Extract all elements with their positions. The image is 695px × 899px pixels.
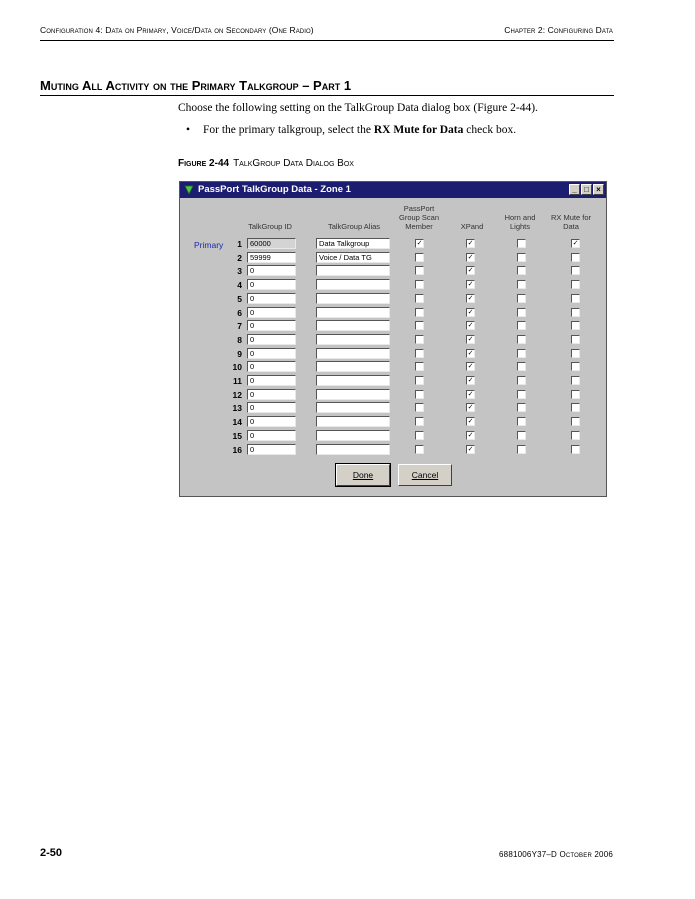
horn-lights-checkbox[interactable] (517, 362, 526, 371)
page-number: 2-50 (40, 847, 63, 859)
col-header-xpand: XPand (460, 222, 484, 231)
horn-lights-checkbox[interactable] (517, 321, 526, 330)
rx-mute-checkbox[interactable] (571, 321, 580, 330)
talkgroup-alias-input[interactable] (316, 307, 390, 318)
bullet-suffix: check box. (466, 124, 517, 136)
talkgroup-alias-input[interactable] (316, 320, 390, 331)
scan-member-checkbox[interactable] (415, 445, 424, 454)
col-header-tgid: TalkGroup ID (248, 222, 292, 231)
xpand-checkbox[interactable]: ✓ (467, 322, 474, 330)
talkgroup-id-input[interactable]: 0 (247, 320, 296, 331)
scan-member-checkbox[interactable] (415, 294, 424, 303)
xpand-checkbox[interactable]: ✓ (467, 431, 474, 439)
horn-lights-checkbox[interactable] (517, 417, 526, 426)
scan-member-checkbox[interactable]: ✓ (416, 240, 423, 247)
scan-member-checkbox[interactable] (415, 376, 424, 385)
running-header-left: Configuration 4: Data on Primary, Voice/Data on Secondary (One Radio) (40, 25, 314, 35)
horn-lights-checkbox[interactable] (517, 266, 526, 275)
horn-lights-checkbox[interactable] (517, 280, 526, 289)
maximize-icon[interactable]: □ (581, 184, 592, 195)
col-header-horn: Horn and Lights (504, 213, 536, 231)
talkgroup-id-input[interactable]: 0 (247, 361, 296, 372)
figure-caption (178, 158, 354, 169)
talkgroup-id-input[interactable]: 0 (247, 389, 296, 400)
talkgroup-id-input[interactable]: 0 (247, 375, 296, 386)
cancel-label: Cancel (411, 470, 439, 480)
horn-lights-checkbox[interactable] (517, 308, 526, 317)
row-number: 5 (237, 293, 242, 304)
talkgroup-id-input[interactable]: 0 (247, 348, 296, 359)
minimize-icon[interactable]: _ (569, 184, 580, 195)
talkgroup-alias-input[interactable] (316, 402, 390, 413)
rx-mute-checkbox[interactable] (571, 266, 580, 275)
talkgroup-id-input[interactable]: 0 (247, 293, 296, 304)
horn-lights-checkbox[interactable] (517, 335, 526, 344)
rx-mute-checkbox[interactable] (571, 349, 580, 358)
talkgroup-id-input[interactable]: 0 (247, 279, 296, 290)
talkgroup-alias-input[interactable] (316, 348, 390, 359)
rx-mute-checkbox[interactable] (571, 431, 580, 440)
horn-lights-checkbox[interactable] (517, 349, 526, 358)
primary-label: Primary (194, 240, 224, 250)
rx-mute-checkbox[interactable]: ✓ (572, 240, 579, 247)
row-number: 4 (237, 280, 242, 291)
scan-member-checkbox[interactable] (415, 321, 424, 330)
xpand-checkbox[interactable]: ✓ (467, 404, 474, 412)
talkgroup-id-input[interactable]: 0 (247, 265, 296, 276)
talkgroup-id-input[interactable]: 0 (247, 416, 296, 427)
row-number: 2 (237, 252, 242, 263)
talkgroup-id-input[interactable]: 0 (247, 307, 296, 318)
row-number: 6 (237, 307, 242, 318)
horn-lights-checkbox[interactable] (517, 294, 526, 303)
talkgroup-alias-input[interactable] (316, 279, 390, 290)
row-number: 7 (237, 321, 242, 332)
doc-number: 6881006Y37–D October 2006 (499, 850, 613, 859)
col-header-rxmute: RX Mute for Data (550, 213, 591, 231)
figure-title: TalkGroup Data Dialog Box (233, 158, 354, 169)
talkgroup-id-input[interactable]: 0 (247, 430, 296, 441)
row-number: 14 (232, 417, 242, 428)
xpand-checkbox[interactable]: ✓ (467, 253, 474, 261)
close-icon[interactable]: × (593, 184, 604, 195)
scan-member-checkbox[interactable] (415, 390, 424, 399)
scan-member-checkbox[interactable] (415, 431, 424, 440)
talkgroup-alias-input[interactable] (316, 375, 390, 386)
dialog-titlebar[interactable] (180, 182, 606, 198)
scan-member-checkbox[interactable] (415, 335, 424, 344)
rx-mute-checkbox[interactable] (571, 417, 580, 426)
done-button[interactable] (336, 464, 390, 486)
rx-mute-checkbox[interactable] (571, 335, 580, 344)
scan-member-checkbox[interactable] (415, 253, 424, 262)
rx-mute-checkbox[interactable] (571, 253, 580, 262)
scan-member-checkbox[interactable] (415, 266, 424, 275)
horn-lights-checkbox[interactable] (517, 390, 526, 399)
talkgroup-alias-input[interactable] (316, 444, 390, 455)
scan-member-checkbox[interactable] (415, 308, 424, 317)
talkgroup-alias-input[interactable] (316, 361, 390, 372)
xpand-checkbox[interactable]: ✓ (467, 377, 474, 384)
done-label: Done (352, 470, 374, 480)
xpand-checkbox[interactable]: ✓ (467, 294, 474, 302)
row-number: 12 (232, 389, 242, 400)
row-number: 3 (237, 266, 242, 277)
scan-member-checkbox[interactable] (415, 280, 424, 289)
talkgroup-alias-input[interactable]: Voice / Data TG (316, 252, 390, 263)
section-rule (40, 95, 614, 96)
col-header-alias: TalkGroup Alias (327, 222, 381, 231)
xpand-checkbox[interactable]: ✓ (467, 363, 474, 371)
section-title: Muting All Activity on the Primary Talkgroup – Part 1 (40, 78, 352, 93)
figure-number: Figure 2-44 (178, 158, 230, 169)
talkgroup-alias-input[interactable] (316, 430, 390, 441)
talkgroup-alias-input[interactable]: Data Talkgroup (316, 238, 390, 249)
horn-lights-checkbox[interactable] (517, 239, 526, 248)
bullet-bold: RX Mute for Data (373, 124, 464, 136)
rx-mute-checkbox[interactable] (571, 376, 580, 385)
talkgroup-alias-input[interactable] (316, 265, 390, 276)
xpand-checkbox[interactable]: ✓ (467, 240, 474, 247)
scan-member-checkbox[interactable] (415, 349, 424, 358)
scan-member-checkbox[interactable] (415, 403, 424, 412)
running-header-right: Chapter 2: Configuring Data (504, 25, 613, 35)
rx-mute-checkbox[interactable] (571, 280, 580, 289)
talkgroup-data-dialog (179, 181, 607, 497)
bullet-item (186, 124, 516, 136)
row-number: 13 (232, 403, 242, 414)
row-number: 15 (232, 430, 242, 441)
row-number: 1 (237, 239, 242, 249)
talkgroup-id-input[interactable]: 0 (247, 444, 296, 455)
talkgroup-alias-input[interactable] (316, 293, 390, 304)
horn-lights-checkbox[interactable] (517, 445, 526, 454)
rx-mute-checkbox[interactable] (571, 403, 580, 412)
xpand-checkbox[interactable]: ✓ (467, 390, 474, 398)
col-header-scan: PassPort Group Scan Member (398, 204, 440, 231)
intro-paragraph: Choose the following setting on the TalkGroup Data dialog box (Figure 2-44). (178, 102, 538, 114)
horn-lights-checkbox[interactable] (517, 376, 526, 385)
xpand-checkbox[interactable]: ✓ (467, 349, 474, 357)
talkgroup-alias-input[interactable] (316, 416, 390, 427)
app-icon (184, 185, 194, 195)
xpand-checkbox[interactable]: ✓ (467, 267, 474, 275)
talkgroup-id-input[interactable]: 0 (247, 334, 296, 345)
rx-mute-checkbox[interactable] (571, 445, 580, 454)
row-number: 10 (232, 362, 242, 373)
header-rule (40, 40, 614, 41)
talkgroup-id-input[interactable]: 0 (247, 402, 296, 413)
row-number: 11 (233, 376, 242, 386)
rx-mute-checkbox[interactable] (571, 294, 580, 303)
talkgroup-id-input[interactable]: 59999 (247, 252, 296, 263)
xpand-checkbox[interactable]: ✓ (467, 335, 474, 343)
talkgroup-id-input[interactable]: 60000 (247, 238, 296, 249)
dialog-title: PassPort TalkGroup Data - Zone 1 (198, 184, 351, 195)
xpand-checkbox[interactable]: ✓ (467, 308, 474, 316)
scan-member-checkbox[interactable] (415, 362, 424, 371)
xpand-checkbox[interactable]: ✓ (467, 445, 474, 453)
cancel-button[interactable] (398, 464, 452, 486)
rx-mute-checkbox[interactable] (571, 390, 580, 399)
xpand-checkbox[interactable]: ✓ (467, 281, 474, 289)
talkgroup-alias-input[interactable] (316, 334, 390, 345)
row-number: 16 (232, 444, 242, 455)
row-number: 8 (237, 334, 242, 345)
horn-lights-checkbox[interactable] (517, 431, 526, 440)
xpand-checkbox[interactable]: ✓ (467, 418, 474, 426)
horn-lights-checkbox[interactable] (517, 253, 526, 262)
bullet-dot: • (186, 124, 191, 136)
row-number: 9 (237, 348, 242, 359)
scan-member-checkbox[interactable] (415, 417, 424, 426)
talkgroup-alias-input[interactable] (316, 389, 390, 400)
bullet-prefix: For the primary talkgroup, select the (203, 124, 371, 136)
horn-lights-checkbox[interactable] (517, 403, 526, 412)
rx-mute-checkbox[interactable] (571, 362, 580, 371)
rx-mute-checkbox[interactable] (571, 308, 580, 317)
